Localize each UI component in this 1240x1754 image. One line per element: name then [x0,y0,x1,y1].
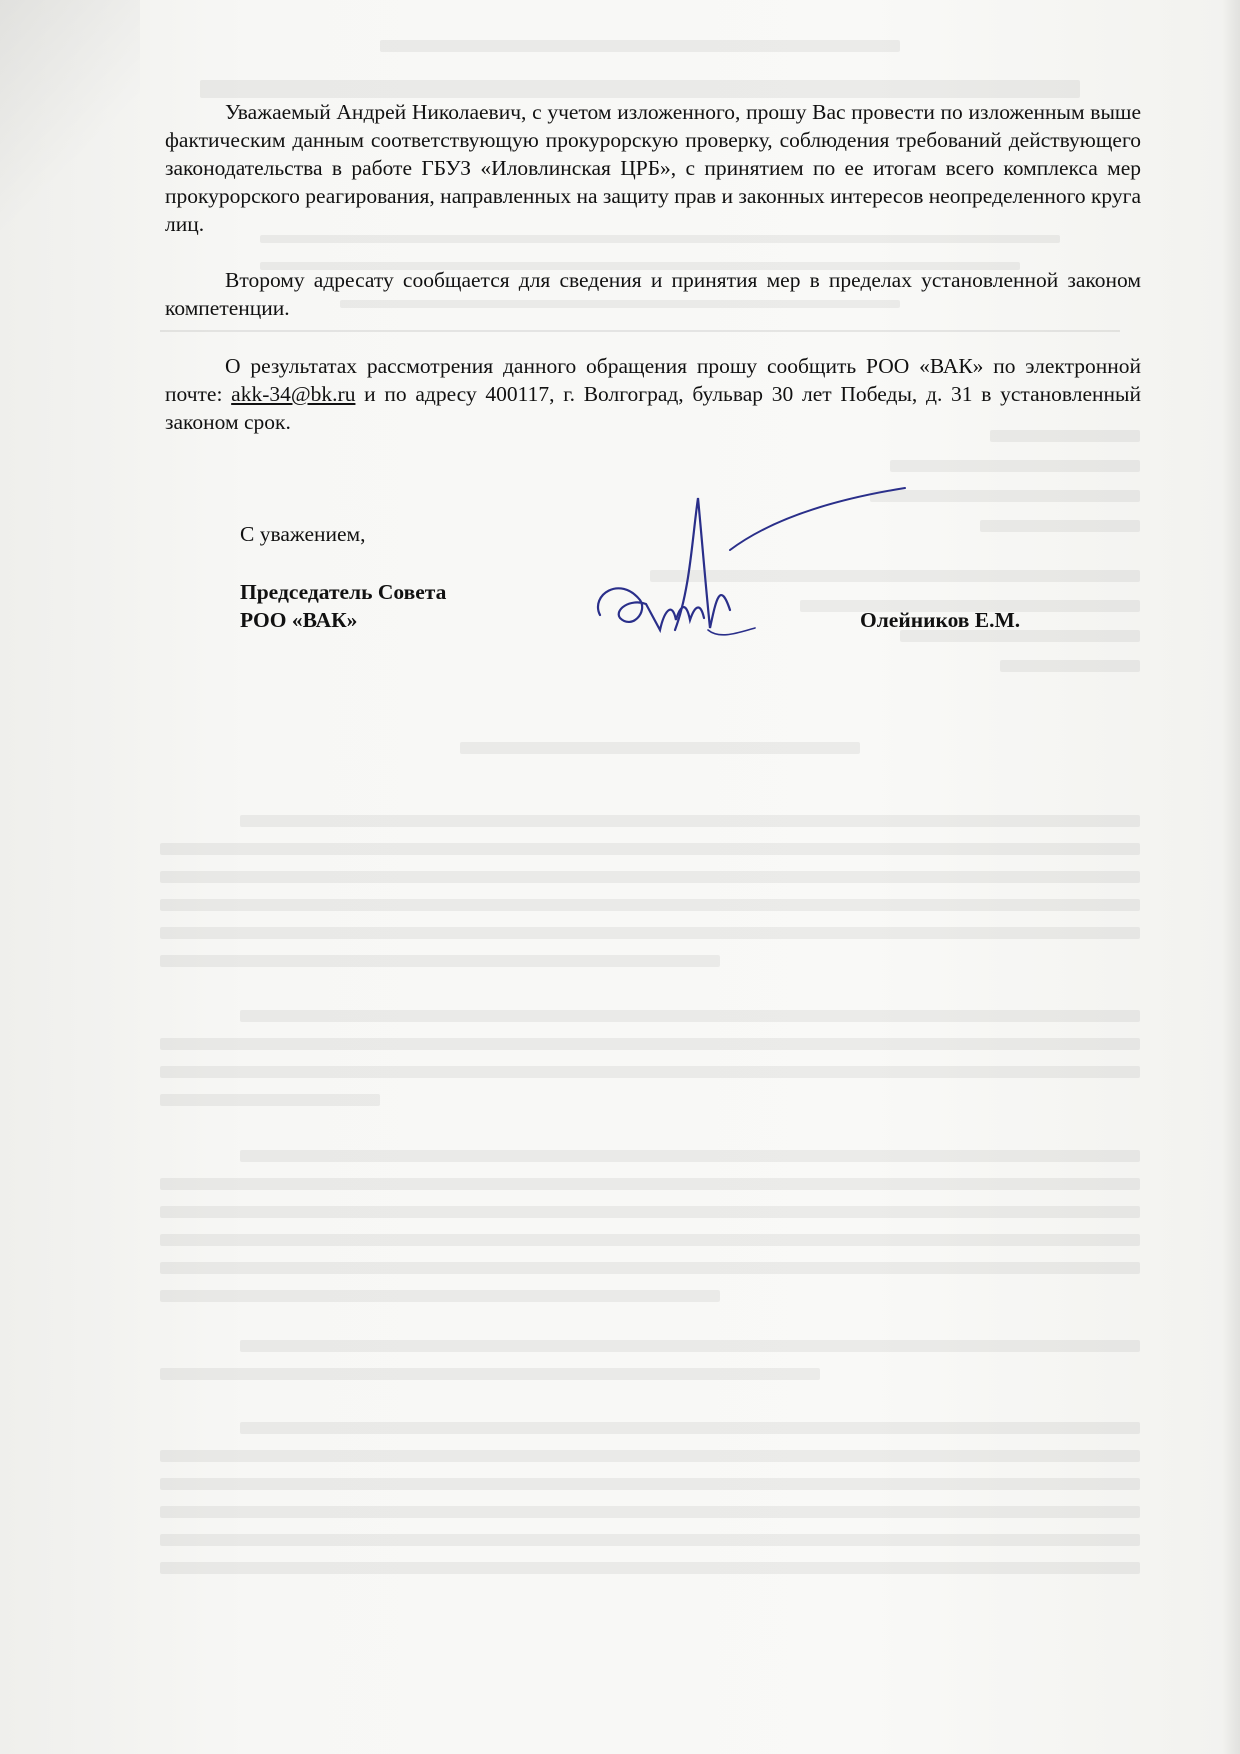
page-edge-shadow [1222,0,1240,1754]
reply-text-start: О результатах рассмотрения данного обращения прошу сообщить РОО «ВАК» по электронной почте: [165,354,1141,406]
reply-text-end: и по адресу 400117, г. Волгоград, бульвар 30 лет Победы, д. 31 в установленный законом срок. [165,382,1141,434]
letter-body [165,98,1141,464]
signatory-title [240,578,446,634]
paragraph-second-addressee: Второму адресату сообщается для сведения и принятия мер в пределах установленной законом компетенции. [165,268,1141,320]
fold-shadow [0,0,140,260]
signatory-title-line1: Председатель Совета [240,580,447,604]
paragraph-request: Уважаемый Андрей Николаевич, с учетом изложенного, прошу Вас провести по изложенным выше фактическим данным соответствующую прокурорскую проверку, соблюдения требований действующего законодательства в работе ГБУЗ «Иловлинская ЦРБ», с принятием по ее итогам всего комплекса мер прокурорского реагирования, направленных на защиту прав и законных интересов неопределенного круга лиц. [165,100,1142,236]
signatory-name: Олейников Е.М. [860,608,1021,632]
signatory-title-line2: РОО «ВАК» [240,608,358,632]
paragraph-reply-instructions [165,352,1141,436]
email-link[interactable]: akk-34@bk.ru [231,382,356,406]
closing-salutation: С уважением, [240,522,366,546]
